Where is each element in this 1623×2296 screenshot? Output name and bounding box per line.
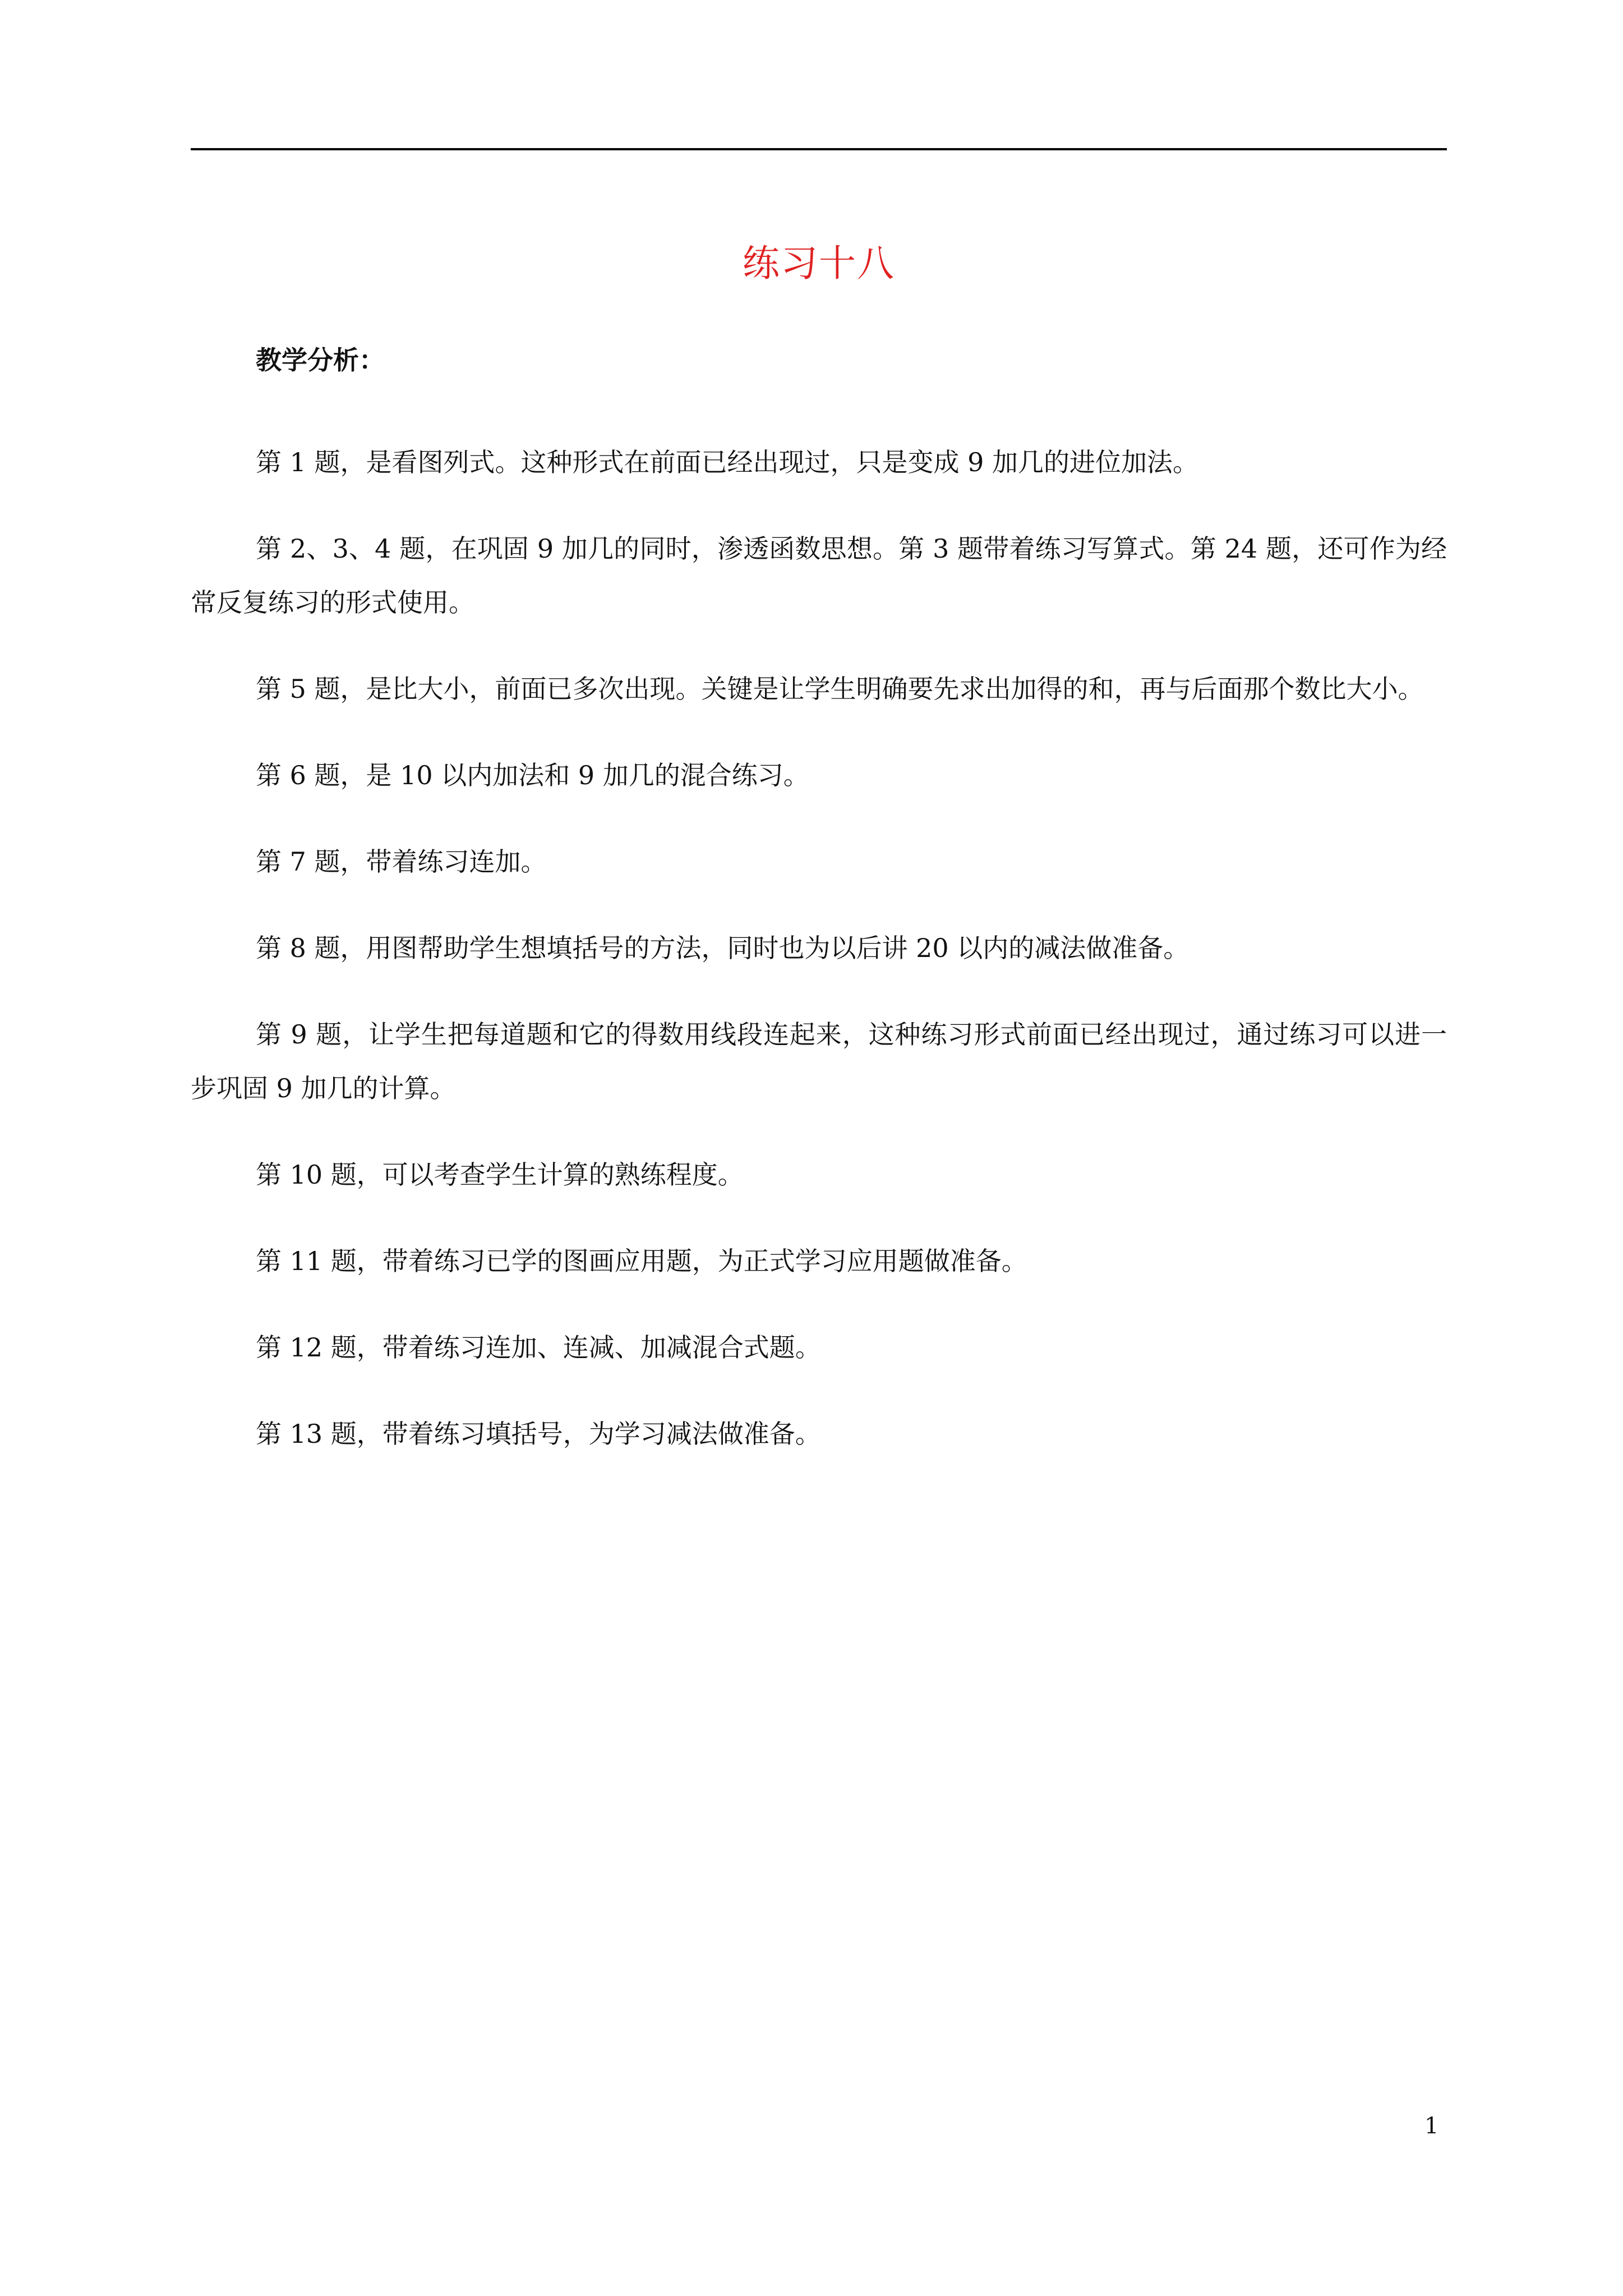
paragraph-8: 第 10 题，可以考查学生计算的熟练程度。 (256, 1159, 744, 1190)
paragraph-9: 第 11 题，带着练习已学的图画应用题，为正式学习应用题做准备。 (256, 1246, 1027, 1276)
paragraph-11: 第 13 题，带着练习填括号，为学习减法做准备。 (256, 1419, 821, 1449)
paragraph-2: 第 2、3、4 题，在巩固 9 加几的同时，渗透函数思想。第 3 题带着练习写算式。第 24 题，还可作为经常反复练习的形式使用。 (191, 533, 1447, 618)
paragraph-6: 第 8 题，用图帮助学生想填括号的方法，同时也为以后讲 20 以内的减法做准备。 (256, 933, 1189, 963)
page-number: 1 (1424, 2113, 1439, 2139)
paragraph-5: 第 7 题，带着练习连加。 (256, 846, 547, 877)
header-rule (191, 148, 1447, 150)
page-title: 练习十八 (743, 242, 895, 285)
paragraph-7: 第 9 题，让学生把每道题和它的得数用线段连起来，这种练习形式前面已经出现过，通过练习可以进一步巩固 9 加几的计算。 (191, 1019, 1447, 1103)
paragraph-10: 第 12 题，带着练习连加、连减、加减混合式题。 (256, 1332, 821, 1363)
section-heading: 教学分析： (256, 345, 385, 375)
paragraph-4: 第 6 题，是 10 以内加法和 9 加几的混合练习。 (256, 760, 809, 790)
document-body (191, 333, 1447, 1461)
paragraph-1: 第 1 题，是看图列式。这种形式在前面已经出现过，只是变成 9 加几的进位加法。 (256, 447, 1199, 477)
paragraph-3: 第 5 题，是比大小，前面已多次出现。关键是让学生明确要先求出加得的和，再与后面那个数比大小。 (256, 674, 1424, 704)
